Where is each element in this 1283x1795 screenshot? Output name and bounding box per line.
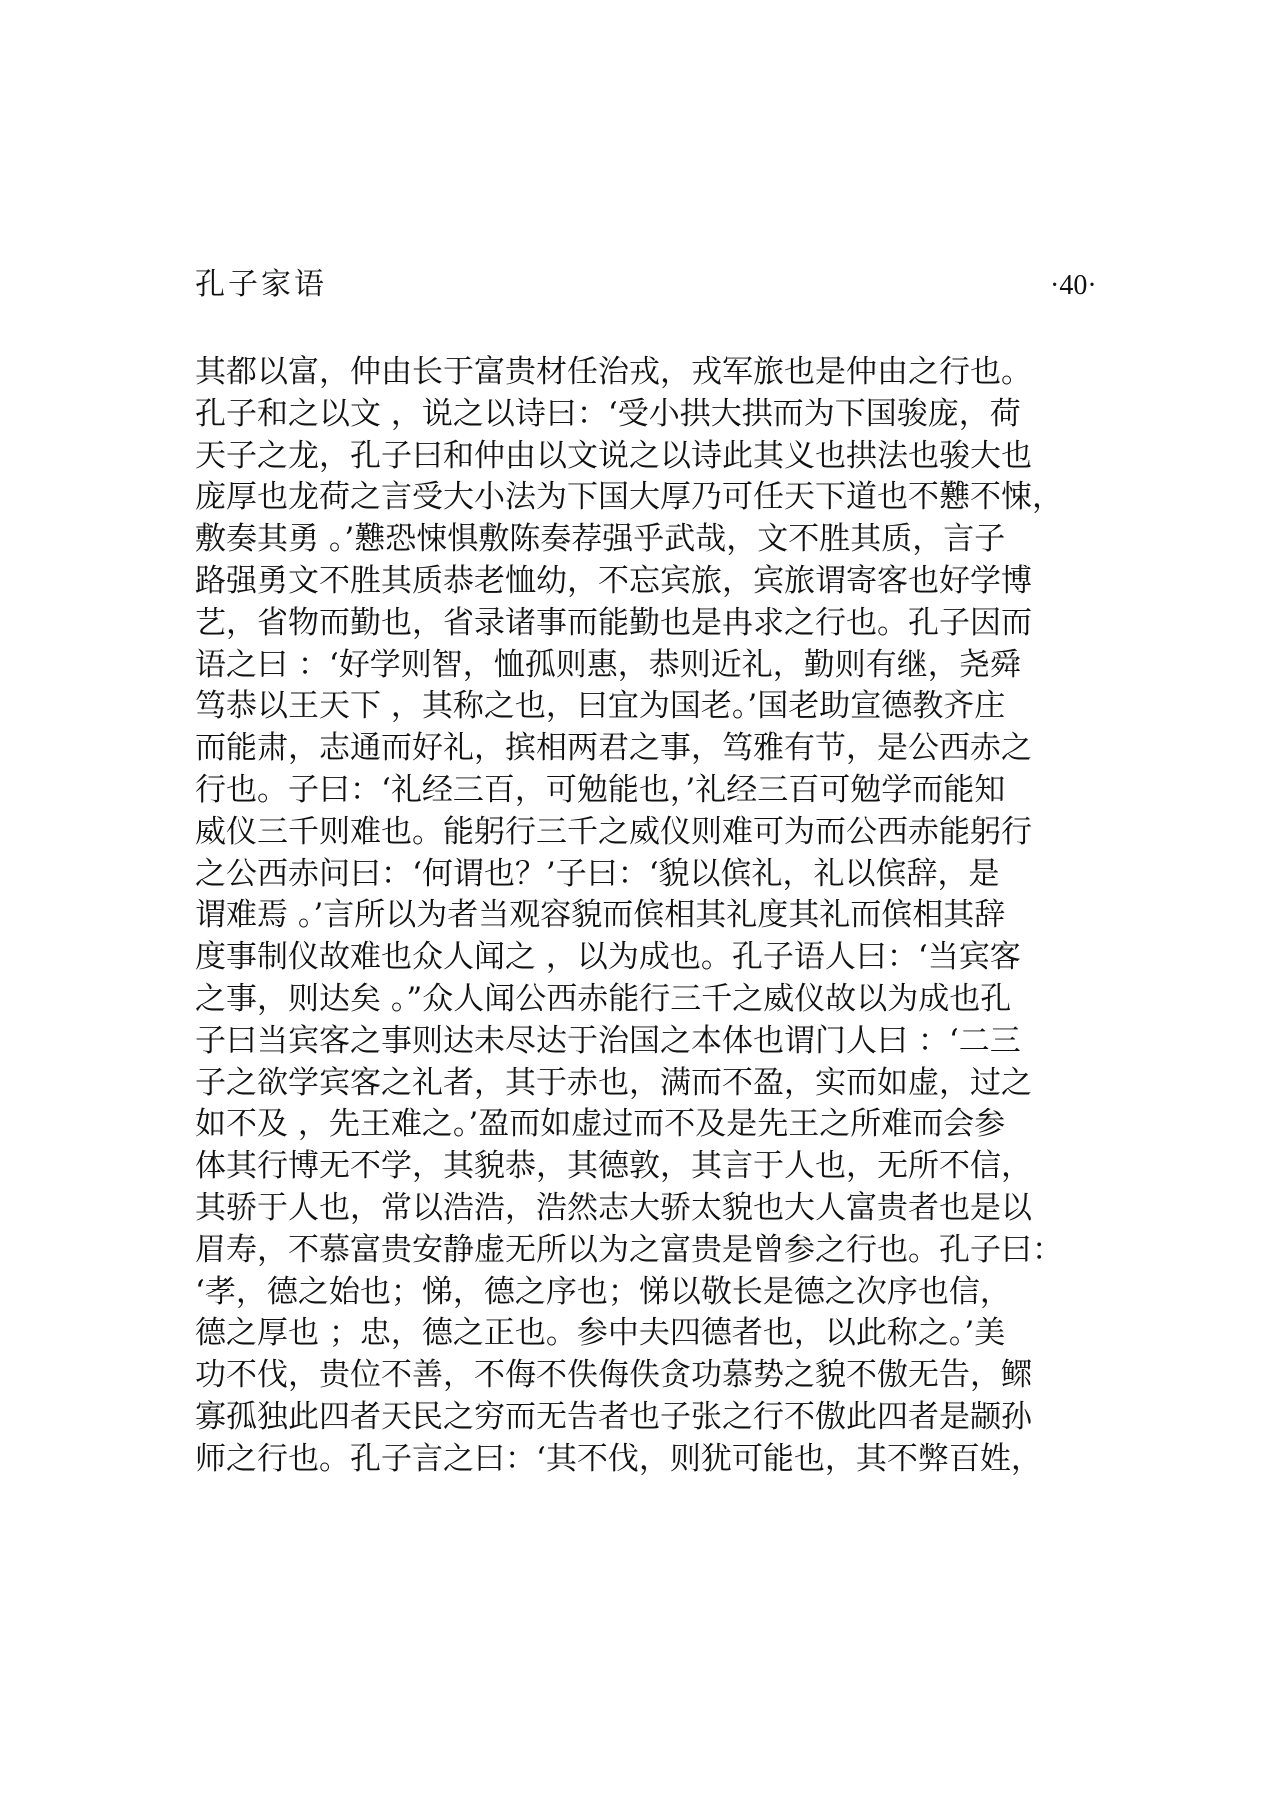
text-line: ‘孝，德之始也；悌，德之序也；悌以敬长是德之次序也信， bbox=[195, 1273, 1011, 1310]
text-line: 寡孤独此四者天民之穷而无告者也子张之行不傲此四者是颛孙 bbox=[195, 1398, 1032, 1435]
text-line: 德之厚也 ；忠，德之正也。参中夫四德者也，以此称之。’美 bbox=[195, 1315, 1006, 1352]
text-line: 路强勇文不胜其质恭老恤幼，不忘宾旅，宾旅谓寄客也好学博 bbox=[195, 562, 1032, 599]
book-title: 孔子家语 bbox=[195, 267, 327, 302]
text-line: 其都以富，仲由长于富贵材任治戎，戎军旅也是仲由之行也。 bbox=[195, 354, 1032, 390]
text-line: 语之曰 ：‘好学则智，恤孤则惠，恭则近礼，勤则有继，尧舜 bbox=[195, 646, 1021, 683]
text-line: 行也。子曰：‘礼经三百，可勉能也，’礼经三百可勉学而能知 bbox=[195, 771, 1006, 808]
text-line: 之事，则达矣 。”众人闻公西赤能行三千之威仪故以为成也孔 bbox=[195, 980, 1012, 1017]
text-line: 敷奏其勇 。’戁恐悚惧敷陈奏荐强乎武哉，文不胜其质，言子 bbox=[195, 521, 1006, 558]
text-line: 孔子和之以文 ，说之以诗曰：‘受小拱大拱而为下国骏庞，荷 bbox=[195, 395, 1021, 432]
text-line: 之公西赤问曰：‘何谓也？’子曰：‘貌以傧礼，礼以傧辞，是 bbox=[195, 855, 1000, 892]
text-line: 如不及 ，先王难之。’盈而如虚过而不及是先王之所难而会参 bbox=[195, 1106, 1006, 1143]
text-line: 功不伐，贵位不善，不侮不佚侮佚贪功慕势之貌不傲无告，鳏 bbox=[195, 1357, 1032, 1394]
text-line: 威仪三千则难也。能躬行三千之威仪则难可为而公西赤能躬行 bbox=[195, 813, 1032, 850]
text-line: 眉寿，不慕富贵安静虚无所以为之富贵是曾参之行也。孔子曰： bbox=[195, 1231, 1063, 1268]
text-line: 师之行也。孔子言之曰：‘其不伐，则犹可能也，其不弊百姓， bbox=[195, 1440, 1042, 1477]
text-line: 度事制仪故难也众人闻之 ，以为成也。孔子语人曰：‘当宾客 bbox=[195, 939, 1021, 976]
text-line: 子曰当宾客之事则达未尽达于治国之本体也谓门人曰 ：‘二三 bbox=[195, 1022, 1021, 1059]
text-line: 艺，省物而勤也，省录诸事而能勤也是冉求之行也。孔子因而 bbox=[195, 604, 1032, 641]
text-line: 而能肃，志通而好礼，摈相两君之事，笃雅有节，是公西赤之 bbox=[195, 730, 1032, 767]
text-line: 其骄于人也，常以浩浩，浩然志大骄太貌也大人富贵者也是以 bbox=[195, 1189, 1032, 1226]
body-text bbox=[195, 352, 1115, 1481]
text-line: 天子之龙，孔子曰和仲由以文说之以诗此其义也拱法也骏大也 bbox=[195, 437, 1032, 474]
text-line: 庞厚也龙荷之言受大小法为下国大厚乃可任天下道也不戁不悚， bbox=[195, 479, 1063, 516]
text-line: 体其行博无不学，其貌恭，其德敦，其言于人也，无所不信， bbox=[195, 1148, 1032, 1185]
text-line: 谓难焉 。’言所以为者当观容貌而傧相其礼度其礼而傧相其辞 bbox=[195, 897, 1006, 934]
text-line: 笃恭以王天下 ，其称之也，曰宜为国老。’国老助宣德教齐庄 bbox=[195, 688, 1006, 725]
text-line: 子之欲学宾客之礼者，其于赤也，满而不盈，实而如虚，过之 bbox=[195, 1064, 1032, 1101]
page-number: ·40· bbox=[1050, 270, 1097, 301]
